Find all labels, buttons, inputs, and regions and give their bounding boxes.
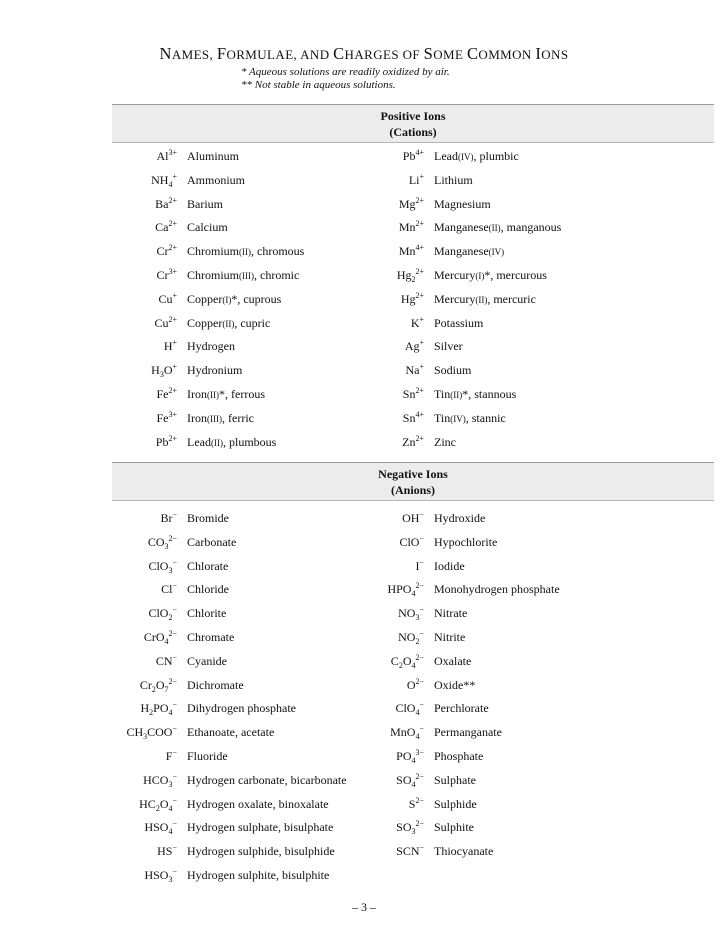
ion-formula: $Fe^{2+}$ [156,386,177,401]
ion-name: Chromium(III), chromic [187,268,300,282]
ion-row [0,770,728,790]
ion-name: Sulphide [434,796,477,811]
ion-formula: $Hg_2^{2+}$ [396,267,424,284]
ion-row [0,241,728,261]
ion-row [0,170,728,190]
ion-formula: ClO− [399,533,424,549]
ion-row [0,265,728,285]
ion-name: Hydrogen oxalate, binoxalate [187,796,329,811]
ion-row [0,627,728,647]
ion-formula: $HSO_4^-$ [144,819,177,837]
ion-row [0,651,728,671]
ion-name: Manganese(II), manganous [434,220,562,235]
note-unstable: ** Not stable in aqueous solutions. [241,79,396,91]
ion-name: Iron(III), ferric [187,410,254,425]
ion-name: Sulphite [434,820,475,835]
positive-ions-heading: Positive Ions [380,109,446,123]
ion-name: Carbonate [187,534,237,549]
ion-name: Silver [434,339,463,354]
ion-formula: $Zn^{2+}$ [402,433,424,449]
ion-formula: $HC_2O_4^-$ [139,795,177,813]
ion-name: Sodium [434,363,472,378]
ion-formula: $H_2PO_4^-$ [140,700,177,718]
ion-formula: $Sn^{4+}$ [402,409,424,425]
ion-row [0,336,728,356]
ion-formula: OH− [402,510,424,525]
ion-row [0,194,728,214]
ion-name: Monohydrogen phosphate [434,582,560,597]
ion-formula: $HCO_3^-$ [143,771,177,789]
ion-row [0,217,728,237]
ion-name: Sulphate [434,772,476,787]
ion-name: Ethanoate, acetate [187,725,275,740]
ion-row [0,579,728,599]
ion-row [0,746,728,766]
ion-name: Iodide [434,558,465,573]
ion-formula: $HSO_3^-$ [144,867,177,884]
ion-name: Ammonium [187,172,246,187]
ion-row [0,508,728,528]
ion-name: Manganese(IV) [434,244,505,259]
ion-name: Hydronium [187,363,243,378]
ion-formula: ClO$_3$− [148,557,177,575]
ion-row [0,146,728,166]
ion-name: Copper(I)*, cuprous [187,291,282,306]
ion-name: Perchlorate [434,701,489,716]
ion-name: Nitrate [434,606,468,621]
ion-name: Cyanide [187,653,227,668]
ion-name: Magnesium [434,196,491,211]
ion-name: Chlorite [187,606,227,621]
ion-name: Lead(II), plumbous [187,434,277,449]
ion-name: Chlorate [187,558,229,573]
ion-row [0,865,728,885]
ion-row [0,698,728,718]
ion-name: Hydrogen [187,339,235,354]
ion-name: Bromide [187,511,229,525]
ion-formula: F− [165,748,177,763]
ion-formula: $Cu^{2+}$ [154,314,177,330]
ion-name: Calcium [187,220,228,235]
ion-formula: $Cr^{3+}$ [156,267,177,282]
ion-name: Aluminum [187,149,240,163]
ion-name: Permanganate [434,725,502,740]
ion-row [0,817,728,837]
ion-name: Tin(IV), stannic [434,410,506,425]
ion-formula: $SO_3^{2-}$ [396,819,424,837]
ion-formula: $Mn^{2+}$ [398,219,424,235]
ion-formula: $Fe^{3+}$ [156,409,177,425]
negative-ions-subheading: (Anions) [390,483,435,497]
ion-formula: $NO_2^-$ [398,629,424,646]
ion-row [0,556,728,576]
ion-formula: ClO$_4$− [395,700,424,718]
negative-ions-heading: Negative Ions [378,467,448,481]
ion-name: Hydroxide [434,511,486,525]
ion-name: Mercury(II), mercuric [434,291,536,306]
ion-formula: $Pb^{2+}$ [155,433,177,449]
ion-formula: Li+ [408,171,424,187]
ion-formula: $Ca^{2+}$ [155,219,177,235]
ion-row [0,532,728,552]
ion-name: Fluoride [187,749,228,763]
ion-name: Mercury(I)*, mercurous [434,268,547,282]
ion-formula: HS− [157,843,177,859]
ion-row [0,360,728,380]
ion-formula: $H_3O^+$ [151,362,177,380]
ion-row [0,603,728,623]
ion-formula: K+ [410,314,424,330]
ion-formula: Cu+ [158,290,177,306]
ion-formula: I− [415,557,424,573]
ion-name: Nitrite [434,630,466,644]
ion-formula: $CH_3COO^-$ [126,724,177,742]
ion-row [0,384,728,404]
note-oxidized: * Aqueous solutions are readily oxidized by air. [241,66,450,78]
ion-name: Oxide** [434,677,476,692]
ion-formula: CrO$_4^{2-}$ [143,629,177,646]
ion-formula: $O^{2-}$ [406,676,424,692]
ion-formula: $Pb^{4+}$ [402,148,424,163]
page-title: NAMES, FORMULAE, AND CHARGES OF SOME COMMON IONS [159,44,569,63]
positive-ions-header [112,104,714,143]
ion-formula: MnO$_4$− [390,724,424,742]
ion-formula: $NH_4^+$ [151,171,177,189]
ion-name: Hydrogen carbonate, bicarbonate [187,772,347,787]
ion-formula: $CO_3^{2-}$ [147,533,177,551]
ion-name: Lithium [434,172,473,187]
ion-formula: Br− [160,510,177,525]
ion-formula: CN− [155,652,177,668]
ion-formula: $Hg^{2+}$ [400,290,424,306]
ion-row [0,675,728,695]
ion-name: Chromate [187,630,235,644]
ion-formula: $S^{2-}$ [408,795,424,811]
ion-name: Oxalate [434,653,472,668]
ion-name: Chromium(II), chromous [187,244,305,259]
ion-name: Barium [187,196,223,211]
ion-row [0,722,728,742]
ion-name: Iron(II)*, ferrous [187,387,265,401]
ion-formula: $PO_4^{3-}$ [396,748,424,765]
ion-formula: $Cr^{2+}$ [156,243,177,259]
ion-formula: $NO_3^-$ [398,605,424,623]
ion-row [0,408,728,428]
ion-formula: $Cr_2O_7^{2-}$ [139,676,177,694]
ion-formula: $Ba^{2+}$ [155,195,177,211]
ion-formula: Na+ [405,362,424,378]
ion-row [0,313,728,333]
ion-formula: $Al^{3+}$ [156,148,177,163]
ion-name: Lead(IV), plumbic [434,149,519,163]
ion-formula: $Mn^{4+}$ [398,243,424,259]
ion-formula: H+ [163,338,177,354]
ion-formula: $SO_4^{2-}$ [396,771,424,789]
ion-name: Hydrogen sulphite, bisulphite [187,868,330,882]
ion-formula: $Mg^{2+}$ [398,195,424,211]
ion-formula: $C_2O_4^{2-}$ [390,652,424,670]
ion-formula: $HPO_4^{2-}$ [387,581,424,599]
ion-row [0,841,728,861]
ion-name: Zinc [434,434,456,449]
ion-row [0,289,728,309]
page-number: – 3 – [352,900,376,914]
ion-name: Chloride [187,582,229,597]
ion-name: Hypochlorite [434,534,498,549]
ion-formula: ClO$_2$− [148,605,177,623]
ion-name: Dichromate [187,677,244,692]
ion-formula: Ag+ [404,338,424,354]
ion-formula: $Sn^{2+}$ [402,386,424,401]
ion-name: Dihydrogen phosphate [187,701,296,716]
positive-ions-subheading: (Cations) [389,125,437,139]
ion-name: Thiocyanate [434,844,494,859]
ion-formula: SCN− [396,843,424,859]
ion-name: Hydrogen sulphide, bisulphide [187,844,335,859]
ion-formula: Cl− [161,581,177,597]
ion-name: Tin(II)*, stannous [434,387,517,401]
ion-name: Hydrogen sulphate, bisulphate [187,820,334,835]
negative-ions-header [112,462,714,501]
ion-row [0,432,728,452]
ion-name: Phosphate [434,749,484,763]
ion-row [0,794,728,814]
ion-name: Copper(II), cupric [187,315,271,330]
ion-name: Potassium [434,315,484,330]
